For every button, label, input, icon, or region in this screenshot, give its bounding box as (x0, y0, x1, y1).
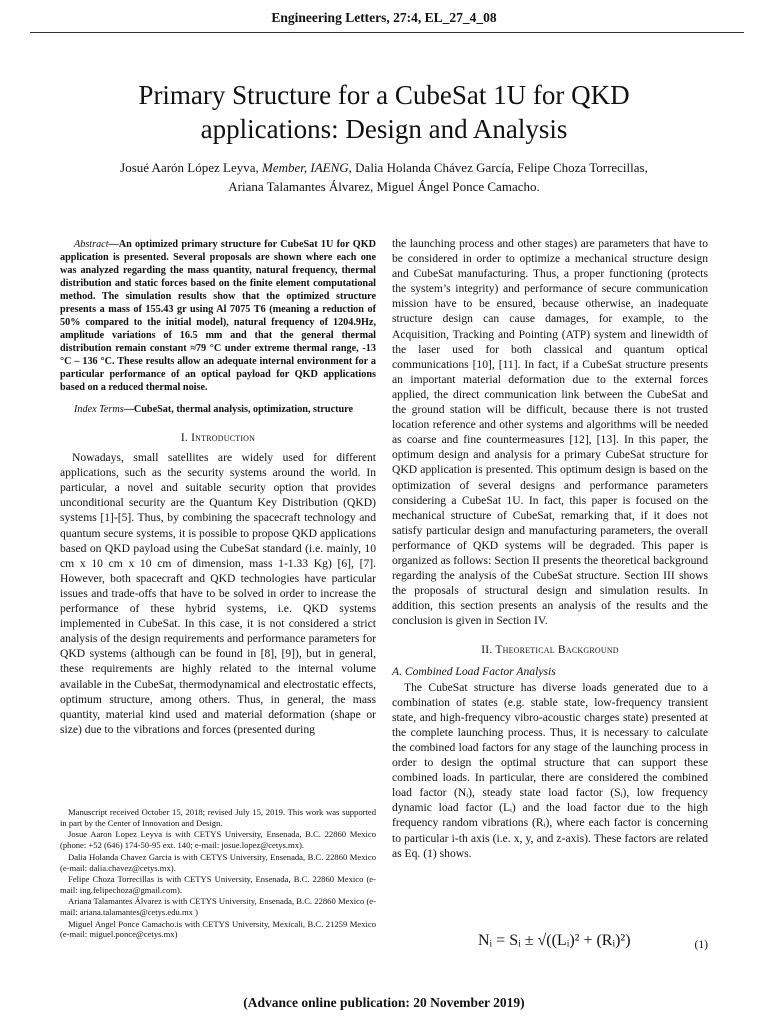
equation-number: (1) (694, 938, 708, 951)
background-paragraph-1: The CubeSat structure has diverse loads generated due to a combination of states (e.g. stable state, low-frequency transient state, and high-frequency vibro-acoustic charges state) presented at the complete launching process. Thus, it is necessary to calculate the combined load factors for any stage of the launching process in order to design the optimal structure that can support these combined loads. In particular, there are considered the combined load factor (Nᵢ), steady state load factor (Sᵢ), low frequency dynamic load factor (Lᵢ) and the load factor due to the high frequency random vibrations (Rᵢ), where each factor is concerning to particular i-th axis (i.e. x, y, and z-axis). These factors are related as Eq. (1) shows. (392, 680, 708, 860)
authors-line-1-b: , Dalia Holanda Chávez García, Felipe Choza Torrecillas, (348, 160, 648, 175)
equation-formula: Nᵢ = Sᵢ ± √((Lᵢ)² + (Rᵢ)²) (478, 932, 631, 949)
header-divider (30, 32, 744, 33)
introduction-paragraph-1: Nowadays, small satellites are widely used for different applications, such as the security systems around the world. In particular, a novel and suitable security option that provides unconditional security are the Quantum Key Distribution (QKD) systems [1]-[5]. Thus, by combining the spacecraft technology and quantum secure systems, it is possible to propose QKD applications based on QKD payload using the CubeSat standard (i.e. mainly, 10 cm x 10 cm x 10 cm of dimension, mass 1-1.33 Kg) [6], [7]. However, both spacecraft and QKD technologies have particular issues and trade-offs that have to be solved in order to increase the performance of these hybrid systems, i.e. QKD systems implemented in CubeSat. In this case, it is not considered a strict analysis of the design requirements and performance parameters for QKD systems (although can be found in [8], [9]), but in general, these requirements are highly related to the internal volume available in the CubeSat, thermodynamical and electrostatic effects, optimum structure, among others. Thus, in general, the mass quantity, material kind used and material deformation (shape or size) due to the vibrations and forces (presented during (60, 451, 376, 736)
section-2-heading: II. Theoretical Background (481, 643, 619, 657)
author-list (40, 158, 728, 196)
journal-header: Engineering Letters, 27:4, EL_27_4_08 (271, 10, 497, 25)
abstract-lead: Abstract (74, 239, 109, 250)
section-1-heading: I. Introduction (180, 431, 256, 444)
footnote: Josue Aaron Lopez Leyva is with CETYS University, Ensenada, B.C. 22860 Mexico (phone: +52 (646) 174-50-95 ext. 140; e-mail: josue.lopez@cetys.mx). (60, 829, 376, 851)
abstract (60, 238, 376, 394)
left-column (60, 236, 376, 737)
footnote: Felipe Choza Torrecillas is with CETYS University, Ensenada, B.C. 22860 Mexico (e-mail: ing.felipechoza@gmail.com). (60, 873, 376, 895)
authors-line-2: Ariana Talamantes Álvarez, Miguel Ángel Ponce Camacho. (228, 179, 540, 194)
right-column (392, 236, 708, 861)
paper-title (40, 78, 728, 146)
footnote: Ariana Talamantes Álvarez is with CETYS University, Ensenada, B.C. 22860 Mexico (e-mail: ariana.talamantes@cetys.edu.mx ) (60, 896, 376, 918)
authors-line-1 (40, 158, 728, 177)
equation-1 (392, 930, 708, 960)
footnote: Manuscript received October 15, 2018; revised July 15, 2019. This work was supported in part by the Center of Innovation and Design. (60, 807, 376, 828)
footnotes (60, 807, 376, 941)
footnote: Miguel Angel Ponce Camacho.is with CETYS University, Mexicali, B.C. 21259 Mexico (e-mail: miguel.ponce@cetys.mx) (60, 918, 376, 940)
index-terms-text: —CubeSat, thermal analysis, optimization, structure (123, 404, 354, 415)
footnote: Dalia Holanda Chavez Garcia is with CETYS University, Ensenada, B.C. 22860 Mexico (e-mail: dalia.chavez@cetys.mx). (60, 851, 376, 873)
introduction-paragraph-continued: the launching process and other stages) are parameters that have to be considered in order to optimize a mechanical structure design and CubeSat manufacturing. Thus, a proper functioning (protects the system’s integrity) and performance of secure communication mission have to be ensured, because otherwise, an inadequate structure design can cause damages, for example, to the Acquisition, Tracking and Pointing (ATP) system and linewidth of the laser used for both classical and quantum optical communications [10], [11]. In fact, if a CubeSat structure presents an important material deformation due to the external forces applied, the direct communication link between the CubeSat and the ground station will be difficult, because there is not trusted location reference and other systems and algorithms will be needed as coarse and fine countermeasures [12], [13]. In this paper, the optimum design and analysis for a primary CubeSat structure for QKD application is presented. This optimum design is based on the optimization of several designs and performance parameters considering a CubeSat 1U. In fact, this paper is focused on the mechanical structure of CubeSat, remarking that, if it does not satisfy particular design and manufacturing parameters, the overall performance of QKD systems will be degraded. This paper is organized as follows: Section II presents the theoretical background regarding the analysis of the CubeSat structure. Section III shows the proposals of structural design and simulation results. In addition, this section presents an analysis of the results and the conclusion is given in Section IV. (392, 237, 708, 628)
subsection-heading: A. Combined Load Factor Analysis (392, 664, 556, 678)
index-terms-lead: Index Terms (74, 404, 124, 415)
index-terms (60, 403, 376, 416)
publication-note: (Advance online publication: 20 November 2019) (243, 995, 525, 1010)
title-line-2: applications: Design and Analysis (200, 114, 568, 144)
author-membership: Member, IAENG (262, 160, 349, 175)
title-line-1: Primary Structure for a CubeSat 1U for QKD (138, 80, 630, 110)
abstract-text: —An optimized primary structure for CubeSat 1U for QKD application is presented. Several proposals are shown where each one was analyzed regarding the mass quantity, natural frequency, thermal distribution and static forces based on the finite element computational method. The simulation results show that the optimized structure presents a mass of 155.43 gr using Al 7075 T6 (meaning a reduction of 50% compared to the initial model), natural frequency of 1204.9Hz, amplitude variations of 16.5 mm and that the general thermal distribution remain constant ≈79 °C under extreme thermal range, -13 °C – 136 °C. These results allow an adequate internal environment for a particular performance of an optical payload for QKD applications based on a reduced thermal noise. (60, 239, 376, 393)
authors-line-1-a: Josué Aarón López Leyva, (120, 160, 259, 175)
